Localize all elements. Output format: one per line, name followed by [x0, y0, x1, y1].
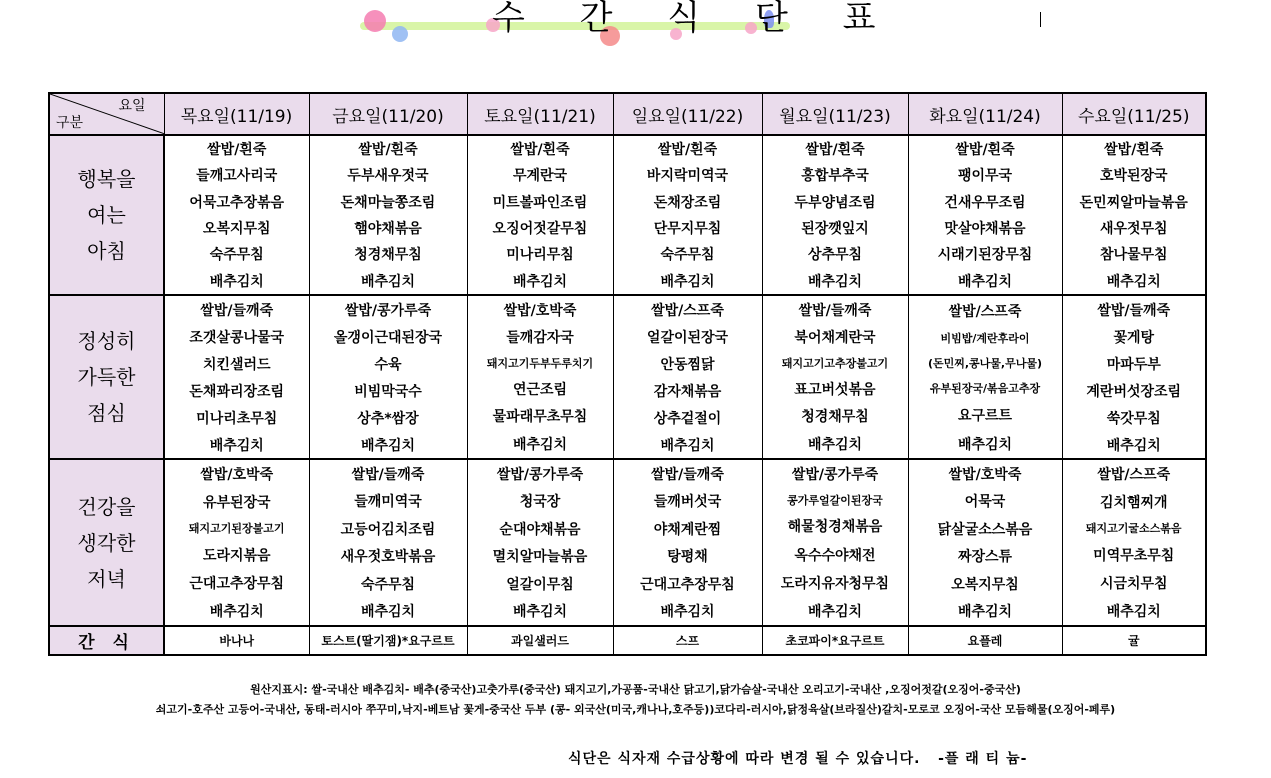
menu-item: 배추김치	[1106, 437, 1161, 454]
day-header: 수요일(11/25)	[1062, 93, 1206, 135]
row-label-line: 저녁	[87, 566, 126, 591]
menu-item: 계란버섯장조림	[1086, 383, 1182, 400]
flower-decoration	[364, 10, 386, 32]
menu-item: 들깨고사리국	[196, 168, 278, 185]
menu-item: 돼지고기굴소스볶음	[1085, 522, 1182, 536]
menu-item: 쌀밥/호박죽	[200, 467, 274, 484]
menu-item: 짜장스튜	[957, 549, 1013, 566]
menu-item: 맛살야채볶음	[944, 221, 1026, 238]
menu-item: 숙주무침	[209, 247, 264, 264]
menu-item: 시래기된장무침	[937, 247, 1033, 264]
footer	[568, 748, 1027, 768]
menu-item: 배추김치	[512, 273, 568, 290]
menu-item: 돈채꽈리장조림	[189, 383, 285, 400]
menu-item: 김치햄찌개	[1099, 495, 1168, 512]
snack-item: 토스트(딸기잼)*요구르트	[309, 626, 467, 655]
menu-item: 쌀밥/콩가루죽	[791, 467, 879, 484]
menu-item: 단무지무침	[653, 221, 722, 238]
menu-item: 시금치무침	[1099, 575, 1168, 592]
menu-item: 감자채볶음	[653, 383, 722, 400]
menu-item: 돈채마늘쫑조림	[340, 194, 436, 211]
menu-item: 돼지고기두부두루치기	[486, 357, 594, 371]
menu-item: 참나물무침	[1099, 247, 1168, 264]
menu-item: 배추김치	[660, 437, 715, 454]
menu-item: 청경채무침	[354, 247, 422, 264]
menu-item: 요구르트	[957, 407, 1013, 424]
menu-item: 들깨버섯국	[653, 494, 722, 511]
day-header: 토요일(11/21)	[467, 93, 613, 135]
menu-item: 두부양념조림	[794, 194, 876, 211]
menu-item: 배추김치	[209, 273, 264, 290]
row-label-line: 가득한	[77, 365, 136, 389]
menu-item: 비빔밥/계란후라이	[940, 331, 1030, 345]
menu-item: 들깨미역국	[354, 494, 422, 511]
menu-item: 쌀밥/흰죽	[805, 142, 865, 159]
lunch-row	[49, 295, 1206, 459]
origin-line-1: 원산지표시: 쌀-국내산 배추김치- 배추(중국산)고춧가루(중국산) 돼지고기,가공품-국내산 닭고기,닭가슴살-국내산 오리고기-국내산 ,오징어젓갈(오징어-중국산)	[250, 683, 1021, 696]
menu-item: 도라지유자청무침	[780, 575, 890, 592]
menu-item: 된장깻잎지	[801, 221, 869, 238]
row-label-line: 생각한	[77, 530, 136, 555]
menu-cell	[164, 459, 309, 626]
breakfast-row	[49, 135, 1206, 295]
menu-item: 미나리무침	[506, 247, 574, 264]
corner-header	[49, 93, 164, 135]
menu-item: 쌀밥/스프죽	[948, 303, 1022, 320]
menu-cell	[613, 295, 762, 459]
day-header: 화요일(11/24)	[908, 93, 1062, 135]
flower-decoration	[392, 26, 408, 42]
menu-item: 호박된장국	[1099, 168, 1168, 185]
snack-item: 초코파이*요구르트	[762, 626, 908, 655]
weekly-menu-table	[48, 92, 1207, 656]
menu-item: 탕평채	[667, 549, 708, 566]
menu-item: 배추김치	[957, 436, 1013, 453]
menu-item: (돈민찌,콩나물,무나물)	[927, 356, 1043, 370]
menu-item: 배추김치	[512, 604, 568, 621]
menu-item: 새우젓무침	[1099, 221, 1168, 238]
menu-item: 배추김치	[1106, 603, 1161, 620]
menu-item: 오복지무침	[202, 221, 271, 238]
menu-item: 쌀밥/들깨죽	[651, 466, 724, 483]
menu-item: 배추김치	[957, 273, 1013, 290]
menu-item: 배추김치	[512, 437, 568, 454]
menu-item: 조갯살콩나물국	[189, 329, 285, 346]
menu-item: 꽃게탕	[1113, 329, 1155, 346]
menu-item: 상추무침	[807, 247, 863, 264]
menu-item: 표고버섯볶음	[794, 381, 876, 398]
menu-item: 바지락미역국	[646, 168, 729, 185]
corner-category-label: 구분	[56, 115, 84, 131]
menu-cell	[1062, 459, 1206, 626]
menu-item: 어묵고추장볶음	[189, 194, 285, 211]
menu-item: 새우젓호박볶음	[340, 549, 436, 566]
menu-item: 쌀밥/들깨죽	[200, 302, 274, 319]
menu-item: 배추김치	[957, 604, 1013, 621]
day-header: 일요일(11/22)	[613, 93, 762, 135]
menu-cell	[309, 459, 467, 626]
menu-item: 마파두부	[1106, 356, 1161, 373]
menu-cell	[467, 459, 613, 626]
menu-item: 쌀밥/흰죽	[207, 142, 267, 159]
menu-item: 숙주무침	[660, 247, 715, 264]
menu-item: 얼갈이무침	[506, 576, 574, 593]
menu-item: 쌀밥/호박죽	[503, 302, 577, 319]
menu-item: 쌀밥/호박죽	[948, 466, 1022, 483]
snack-item: 요플레	[908, 626, 1062, 655]
snack-item: 스프	[613, 626, 762, 655]
breakfast-label	[49, 135, 164, 295]
row-label-line: 여는	[87, 203, 126, 227]
menu-item: 얼갈이된장국	[646, 329, 729, 346]
dinner-label	[49, 459, 164, 626]
menu-item: 쌀밥/들깨죽	[1097, 302, 1171, 319]
menu-cell	[908, 135, 1062, 295]
menu-item: 배추김치	[360, 604, 416, 621]
menu-item: 배추김치	[209, 603, 264, 620]
menu-item: 쌀밥/콩가루죽	[344, 302, 432, 319]
menu-item: 배추김치	[660, 273, 715, 290]
menu-item: 어묵국	[964, 494, 1006, 511]
text-cursor	[1040, 12, 1041, 27]
menu-item: 쌀밥/흰죽	[1104, 142, 1164, 159]
menu-item: 배추김치	[807, 603, 863, 620]
menu-item: 쌀밥/스프죽	[1097, 467, 1171, 484]
snack-item: 바나나	[164, 626, 309, 655]
row-label-line: 건강을	[77, 494, 136, 519]
menu-cell	[164, 295, 309, 459]
menu-item: 배추김치	[660, 604, 715, 621]
row-label-line: 행복을	[77, 167, 136, 191]
snack-item: 과일샐러드	[467, 626, 613, 655]
menu-cell	[762, 135, 908, 295]
menu-item: 쌀밥/흰죽	[358, 142, 418, 159]
menu-item: 미역무초무침	[1093, 547, 1175, 564]
menu-cell	[1062, 295, 1206, 459]
menu-item: 쌀밥/들깨죽	[798, 302, 872, 319]
menu-item: 돼지고기고추장불고기	[781, 357, 889, 371]
change-notice: 식단은 식자재 수급상황에 따라 변경 될 수 있습니다.	[568, 751, 921, 767]
menu-cell	[164, 135, 309, 295]
snack-item: 귤	[1062, 626, 1206, 655]
menu-item: 배추김치	[360, 437, 416, 454]
menu-item: 쑥갓무침	[1106, 410, 1161, 427]
menu-item: 건새우무조림	[944, 194, 1026, 211]
menu-item: 안동찜닭	[660, 356, 715, 373]
menu-cell	[309, 295, 467, 459]
menu-item: 홍합부추국	[801, 168, 869, 185]
menu-item: 고등어김치조림	[340, 521, 436, 538]
menu-item: 유부된장국/볶음고추장	[929, 381, 1041, 395]
menu-item: 근대고추장무침	[189, 575, 285, 592]
menu-item: 배추김치	[360, 273, 416, 290]
dinner-row	[49, 459, 1206, 626]
menu-cell	[762, 459, 908, 626]
menu-cell	[762, 295, 908, 459]
page-title: 수 간 식 단 표	[492, 0, 898, 38]
menu-item: 오징어젓갈무침	[492, 221, 588, 238]
menu-cell	[467, 135, 613, 295]
menu-cell	[908, 459, 1062, 626]
menu-item: 쌀밥/스프죽	[651, 302, 724, 319]
menu-item: 야채계란찜	[653, 521, 722, 538]
menu-item: 근대고추장무침	[640, 576, 735, 593]
row-label-line: 아침	[87, 239, 126, 263]
menu-item: 숙주무침	[360, 576, 416, 593]
menu-cell	[467, 295, 613, 459]
menu-item: 쌀밥/들깨죽	[351, 466, 425, 483]
menu-item: 배추김치	[1106, 273, 1161, 290]
menu-item: 두부새우젓국	[347, 168, 429, 185]
day-header: 목요일(11/19)	[164, 93, 309, 135]
header-row	[49, 93, 1206, 135]
menu-item: 순대야채볶음	[499, 521, 581, 538]
menu-item: 비빔막국수	[354, 383, 422, 400]
menu-item: 도라지볶음	[202, 547, 271, 564]
corner-day-label: 요일	[118, 98, 146, 114]
snack-row	[49, 626, 1206, 655]
menu-item: 상추겉절이	[653, 410, 722, 427]
menu-item: 유부된장국	[202, 495, 271, 512]
menu-item: 들깨감자국	[506, 330, 574, 347]
menu-item: 팽이무국	[957, 168, 1013, 185]
menu-item: 청경채무침	[801, 409, 869, 426]
menu-item: 닭살굴소스볶음	[937, 521, 1033, 538]
menu-item: 돼지고기된장불고기	[188, 522, 285, 536]
row-label-line: 정성히	[77, 329, 136, 353]
row-label-line: 점심	[87, 401, 126, 425]
menu-item: 오복지무침	[951, 576, 1019, 593]
lunch-label	[49, 295, 164, 459]
menu-item: 배추김치	[209, 437, 264, 454]
origin-line-2: 쇠고기-호주산 고등어-국내산, 동태-러시아 쭈꾸미,낙지-베트남 꽃게-중국산 두부 (콩- 외국산(미국,캐나나,호주등))코다리-러시아,닭정육살(브라질산)갈치-모로코 오징어-국산 모듬해물(오징어-페루)	[155, 703, 1116, 716]
menu-cell	[908, 295, 1062, 459]
menu-item: 배추김치	[807, 437, 863, 454]
menu-item: 쌀밥/흰죽	[510, 142, 570, 159]
menu-item: 쌀밥/흰죽	[955, 142, 1015, 159]
menu-cell	[1062, 135, 1206, 295]
menu-item: 쌀밥/흰죽	[657, 142, 718, 159]
menu-item: 물파래무초무침	[492, 409, 588, 426]
signature: -플 래 티 늄-	[938, 751, 1028, 767]
snack-label: 간 식	[49, 626, 164, 655]
menu-item: 올갱이근대된장국	[333, 329, 443, 346]
menu-item: 연근조림	[512, 381, 568, 398]
menu-cell	[613, 135, 762, 295]
menu-item: 쌀밥/콩가루죽	[496, 466, 584, 483]
menu-item: 상추*쌈장	[357, 410, 419, 427]
menu-item: 치킨샐러드	[202, 356, 271, 373]
menu-cell	[613, 459, 762, 626]
menu-item: 콩가루얼갈이된장국	[787, 494, 883, 508]
menu-item: 북어채계란국	[794, 330, 876, 347]
day-header: 월요일(11/23)	[762, 93, 908, 135]
menu-item: 멸치알마늘볶음	[492, 549, 588, 566]
menu-item: 수육	[374, 356, 402, 373]
menu-item: 옥수수야채전	[794, 547, 876, 564]
menu-item: 햄야채볶음	[354, 221, 422, 238]
menu-item: 돈민찌알마늘볶음	[1079, 194, 1188, 211]
menu-item: 무계란국	[512, 168, 568, 185]
menu-item: 배추김치	[807, 273, 863, 290]
menu-item: 돈채장조림	[653, 194, 722, 211]
menu-item: 해물청경채볶음	[787, 519, 883, 536]
day-header: 금요일(11/20)	[309, 93, 467, 135]
menu-item: 미트볼파인조림	[492, 194, 588, 211]
menu-item: 미나리초무침	[196, 410, 278, 427]
menu-item: 청국장	[519, 494, 561, 511]
menu-cell	[309, 135, 467, 295]
